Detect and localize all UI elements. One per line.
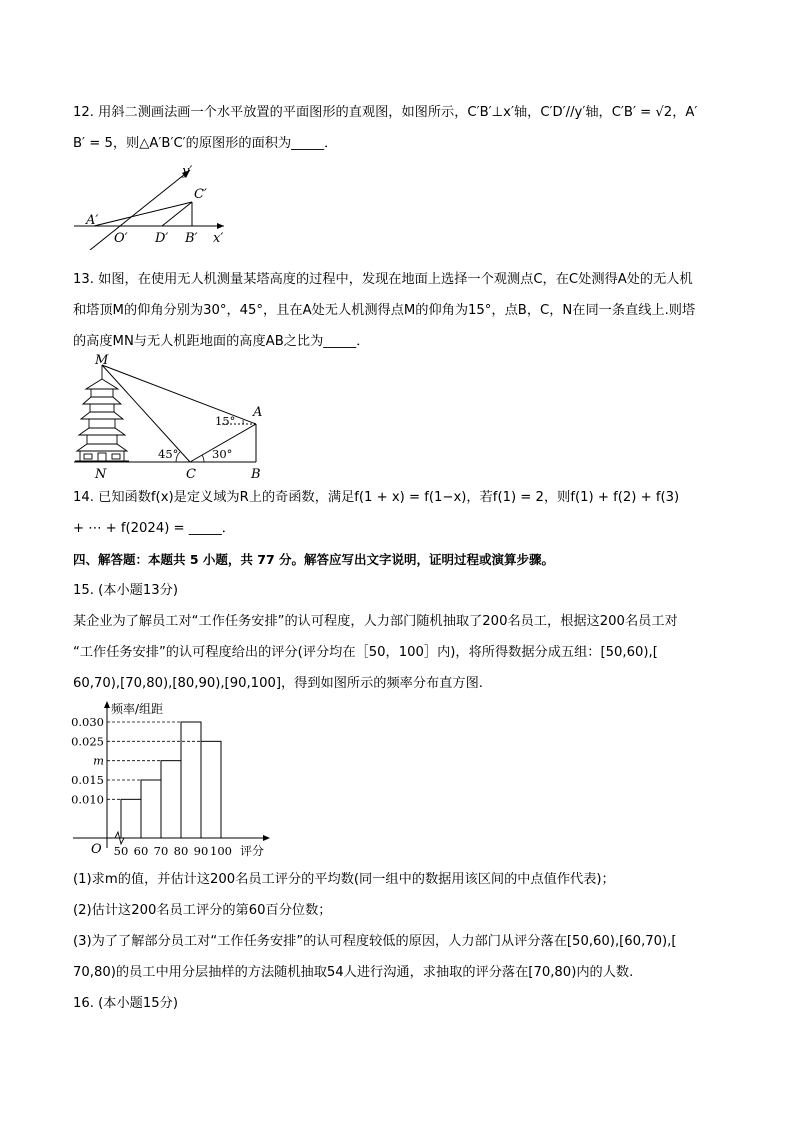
q13-figure: [72, 354, 272, 480]
q15-title: 15. (本小题13分): [73, 583, 178, 598]
q13-label-a: A: [253, 405, 263, 420]
hist-x-tick-80: 80: [173, 844, 189, 858]
hist-x-tick-60: 60: [133, 844, 149, 858]
hist-x-tick-100: 100: [210, 844, 232, 858]
q15-sub2: (2)估计这200名员工评分的第60百分位数；: [73, 903, 332, 918]
q13-line1: 13. 如图，在使用无人机测量某塔高度的过程中，发现在地面上选择一个观测点C，在C处测得A处的无人机: [73, 272, 693, 287]
q15-sub1: (1)求m的值，并估计这200名员工评分的平均数(同一组中的数据用该区间的中点值作代表)；: [73, 872, 615, 887]
q15-p3: 60,70),[70,80),[80,90),[90,100]，得到如图所示的频率分布直方图.: [73, 676, 483, 691]
q13-angle-30: 30°: [212, 447, 233, 461]
q12-label-y: y′: [182, 164, 193, 179]
q13-line2: 和塔顶M的仰角分别为30°，45°，且在A处无人机测得点M的仰角为15°，点B，C，N在同一条直线上.则塔: [73, 303, 696, 318]
q13-label-b: B: [251, 467, 261, 480]
q12-label-a: A′: [86, 213, 99, 228]
q13-label-m: M: [95, 354, 109, 368]
q12-label-b: B′: [185, 231, 198, 246]
q14-line1: 14. 已知函数f(x)是定义域为R上的奇函数，满足f(1 + x) = f(1−x)，若f(1) = 2，则f(1) + f(2) + f(3): [73, 490, 680, 505]
hist-x-arrow: [263, 835, 270, 841]
q15-sub3a: (3)为了了解部分员工对“工作任务安排”的认可程度较低的原因，人力部门从评分落在[50,60),[60,70),[: [73, 934, 677, 949]
q15-sub3b: 70,80)的员工中用分层抽样的方法随机抽取54人进行沟通，求抽取的评分落在[70,80)内的人数.: [73, 965, 634, 980]
q12-line1: 12. 用斜二测画法画一个水平放置的平面图形的直观图，如图所示，C′B′⊥x′轴，C′D′//y′轴，C′B′ = √2，A′: [73, 105, 698, 120]
q12-label-o: O′: [114, 231, 128, 246]
q13-arc-30: [202, 455, 204, 462]
hist-x-tick-50: 50: [113, 844, 129, 858]
q12-x-arrow: [217, 223, 224, 229]
hist-bar-3: [161, 761, 181, 838]
q13-angle-15: 15°: [215, 414, 236, 428]
hist-bar-1: [121, 799, 141, 838]
q13-label-n: N: [95, 467, 107, 480]
pagoda-icon: [75, 365, 129, 461]
q14-line2: + ⋯ + f(2024) = _____．: [73, 521, 235, 536]
q12-label-x: x′: [213, 231, 224, 246]
hist-y-arrow: [104, 701, 110, 708]
q15-p1: 某企业为了解员工对“工作任务安排”的认可程度，人力部门随机抽取了200名员工，根据这200名员工对: [73, 614, 678, 629]
q13-label-c: C: [186, 467, 196, 480]
hist-origin: O: [91, 842, 102, 857]
hist-y-label: 频率/组距: [111, 702, 164, 716]
hist-y-tick-5: 0.030: [71, 715, 104, 729]
hist-y-tick-1: 0.010: [71, 792, 104, 807]
hist-y-tick-2: 0.015: [71, 773, 104, 787]
hist-bar-5: [201, 741, 221, 838]
q12-label-d: D′: [155, 231, 169, 246]
section4-heading: 四、解答题：本题共 5 小题，共 77 分。解答应写出文字说明，证明过程或演算步骤。: [73, 552, 555, 567]
q12-figure: [72, 160, 232, 250]
hist-y-tick-4: 0.025: [71, 734, 104, 749]
q12-label-c: C′: [194, 187, 207, 202]
hist-y-tick-3: m: [93, 753, 104, 768]
hist-x-tick-90: 90: [193, 844, 209, 858]
q15-p2: “工作任务安排”的认可程度给出的评分(评分均在［50，100］内)，将所得数据分成五组：[50,60),[: [73, 645, 658, 660]
hist-x-label: 评分: [240, 844, 265, 858]
q13-angle-45: 45°: [158, 447, 179, 461]
q12-y-axis: [90, 170, 190, 250]
q13-line3: 的高度MN与无人机距地面的高度AB之比为_____．: [73, 334, 370, 349]
hist-x-tick-70: 70: [153, 844, 169, 858]
q16-title: 16. (本小题15分): [73, 996, 178, 1011]
hist-bar-4: [181, 722, 201, 838]
frequency-histogram: [68, 698, 278, 860]
q12-line2: B′ = 5，则△A′B′C′的原图形的面积为_____．: [73, 136, 338, 151]
hist-bar-2: [141, 780, 161, 838]
